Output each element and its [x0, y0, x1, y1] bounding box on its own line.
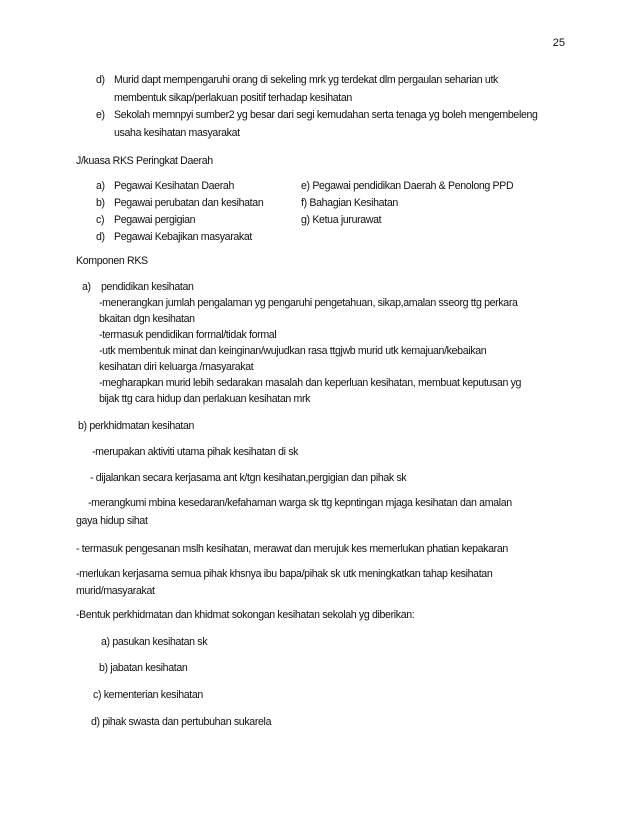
service-item: b) jabatan kesihatan: [99, 662, 188, 674]
body-line: -megharapkan murid lebih sedarakan masalah dan keperluan kesihatan, membuat keputusan yg: [99, 377, 522, 389]
list-marker: b): [96, 197, 105, 209]
body-line: murid/masyarakat: [76, 585, 155, 597]
list-item: Pegawai perubatan dan kesihatan: [114, 197, 264, 209]
intro-item-line: Sekolah memnpyi sumber2 yg besar dari segi kemudahan serta tenaga yg boleh mengembeleng: [114, 109, 538, 121]
body-line: bijak ttg cara hidup dan perlakuan kesihatan mrk: [99, 393, 311, 405]
service-item: d) pihak swasta dan pertubuhan sukarela: [91, 716, 272, 728]
intro-item-marker: e): [96, 109, 105, 121]
list-item-right: e) Pegawai pendidikan Daerah & Penolong PPD: [301, 180, 514, 192]
service-item: c) kementerian kesihatan: [93, 689, 203, 701]
body-line: -merangkumi mbina kesedaran/kefahaman warga sk ttg kepntingan mjaga kesihatan dan amalan: [88, 497, 512, 509]
subsection-title: b) perkhidmatan kesihatan: [78, 420, 195, 432]
intro-item-line: Murid dapt mempengaruhi orang di sekeling mrk yg terdekat dlm pergaulan seharian utk: [114, 74, 498, 86]
list-marker: c): [96, 214, 105, 226]
body-line: - dijalankan secara kerjasama ant k/tgn kesihatan,pergigian dan pihak sk: [90, 472, 407, 484]
intro-item-line: usaha kesihatan masyarakat: [114, 127, 240, 139]
list-item: Pegawai Kesihatan Daerah: [114, 180, 234, 192]
list-item: Pegawai Kebajikan masyarakat: [114, 231, 253, 243]
body-line: kesihatan diri keluarga /masyarakat: [99, 361, 254, 373]
body-line: -menerangkan jumlah pengalaman yg pengaruhi pengetahuan, sikap,amalan sseorg ttg perkara: [99, 297, 518, 309]
list-item-right: f) Bahagian Kesihatan: [301, 197, 398, 209]
body-line: -merupakan aktiviti utama pihak kesihatan di sk: [92, 446, 299, 458]
section-heading: J/kuasa RKS Peringkat Daerah: [76, 155, 213, 167]
page-number: 25: [552, 37, 565, 49]
body-line: - termasuk pengesanan mslh kesihatan, merawat dan merujuk kes memerlukan phatian kepakaran: [76, 543, 508, 555]
body-line: -Bentuk perkhidmatan dan khidmat sokongan kesihatan sekolah yg diberikan:: [76, 609, 415, 621]
body-line: gaya hidup sihat: [76, 515, 148, 527]
intro-item-line: membentuk sikap/perlakuan positif terhadap kesihatan: [114, 92, 352, 104]
service-item: a) pasukan kesihatan sk: [101, 636, 208, 648]
body-line: -termasuk pendidikan formal/tidak formal: [99, 329, 277, 341]
list-item-right: g) Ketua jururawat: [301, 214, 382, 226]
section-heading: Komponen RKS: [76, 255, 148, 267]
list-item: Pegawai pergigian: [114, 214, 196, 226]
body-line: -merlukan kerjasama semua pihak khsnya ibu bapa/pihak sk utk meningkatkan tahap kesihatan: [76, 568, 493, 580]
body-line: -utk membentuk minat dan keinginan/wujudkan rasa ttgjwb murid utk kemajuan/kebaikan: [99, 345, 487, 357]
body-line: bkaitan dgn kesihatan: [99, 313, 195, 325]
list-marker: d): [96, 231, 105, 243]
intro-item-marker: d): [96, 74, 105, 86]
list-marker: a): [96, 180, 105, 192]
subsection-title: pendidikan kesihatan: [101, 281, 194, 293]
list-marker: a): [82, 281, 91, 293]
